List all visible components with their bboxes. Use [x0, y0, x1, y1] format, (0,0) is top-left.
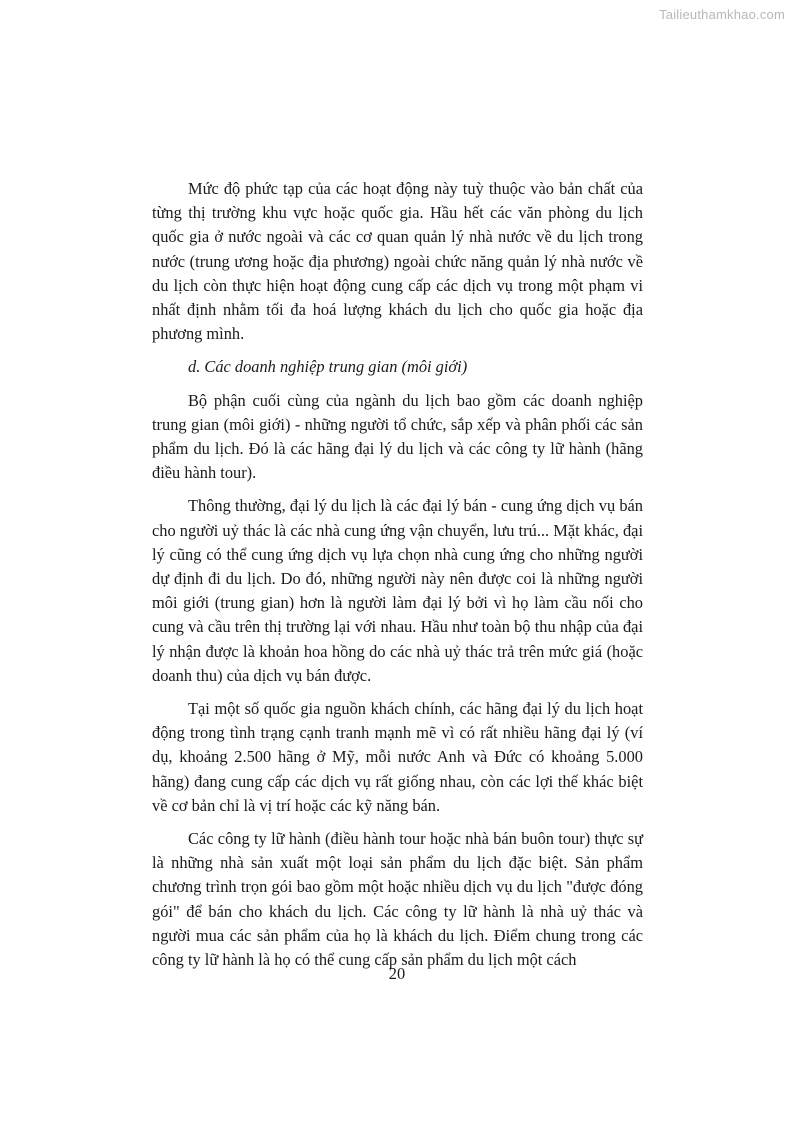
paragraph-complexity: Mức độ phức tạp của các hoạt động này tuỳ thuộc vào bản chất của từng thị trường khu vực hoặc quốc gia. Hầu hết các văn phòng du lịch quốc gia ở nước ngoài và các cơ quan quản lý nhà nước về du lịch trong nước (trung ương hoặc địa phương) ngoài chức năng quản lý nhà nước về du lịch còn thực hiện hoạt động cung cấp các dịch vụ trong một phạm vi nhất định nhằm tối đa hoá lượng khách du lịch cho quốc gia hoặc địa phương mình.: [152, 179, 643, 344]
paragraph-competition: Tại một số quốc gia nguồn khách chính, các hãng đại lý du lịch hoạt động trong tình trạng cạnh tranh mạnh mẽ vì có rất nhiều hãng đại lý (ví dụ, khoảng 2.500 hãng ở Mỹ, mỗi nước Anh và Đức có khoảng 5.000 hãng) đang cung cấp các dịch vụ rất giống nhau, còn các lợi thế khác biệt về cơ bản chỉ là vị trí hoặc các kỹ năng bán.: [152, 699, 643, 815]
paragraph-intermediaries-intro: Bộ phận cuối cùng của ngành du lịch bao gồm các doanh nghiệp trung gian (môi giới) - những người tổ chức, sắp xếp và phân phối các sản phẩm du lịch. Đó là các hãng đại lý du lịch và các công ty lữ hành (hãng điều hành tour).: [152, 390, 643, 483]
paragraph-travel-agents: Thông thường, đại lý du lịch là các đại lý bán - cung ứng dịch vụ bán cho người uỷ thác là các nhà cung ứng vận chuyển, lưu trú... Mặt khác, đại lý cũng có thể cung ứng dịch vụ lựa chọn nhà cung ứng cho những người dự định đi du lịch. Do đó, những người này nên được coi là những người môi giới (trung gian) hơn là người làm đại lý bởi vì họ làm cầu nối cho cung và cầu trên thị trường lại với nhau. Hầu như toàn bộ thu nhập của đại lý nhận được là khoản hoa hồng do các nhà uỷ thác trả trên mức giá (hoặc doanh thu) của dịch vụ bán được.: [152, 496, 643, 685]
watermark-text: Tailieuthamkhao.com: [659, 7, 785, 22]
page-body: [152, 177, 643, 981]
page-number: 20: [388, 964, 406, 983]
section-heading-intermediaries: d. Các doanh nghiệp trung gian (môi giới): [188, 357, 468, 377]
paragraph-tour-operators: Các công ty lữ hành (điều hành tour hoặc nhà bán buôn tour) thực sự là những nhà sản xuất một loại sản phẩm du lịch đặc biệt. Sản phẩm chương trình trọn gói bao gồm một hoặc nhiều dịch vụ du lịch "được đóng gói" để bán cho khách du lịch. Các công ty lữ hành là nhà uỷ thác và người mua các sản phẩm của họ là khách du lịch. Điểm chung trong các công ty lữ hành là họ có thể cung cấp sản phẩm du lịch một cách: [152, 829, 643, 970]
